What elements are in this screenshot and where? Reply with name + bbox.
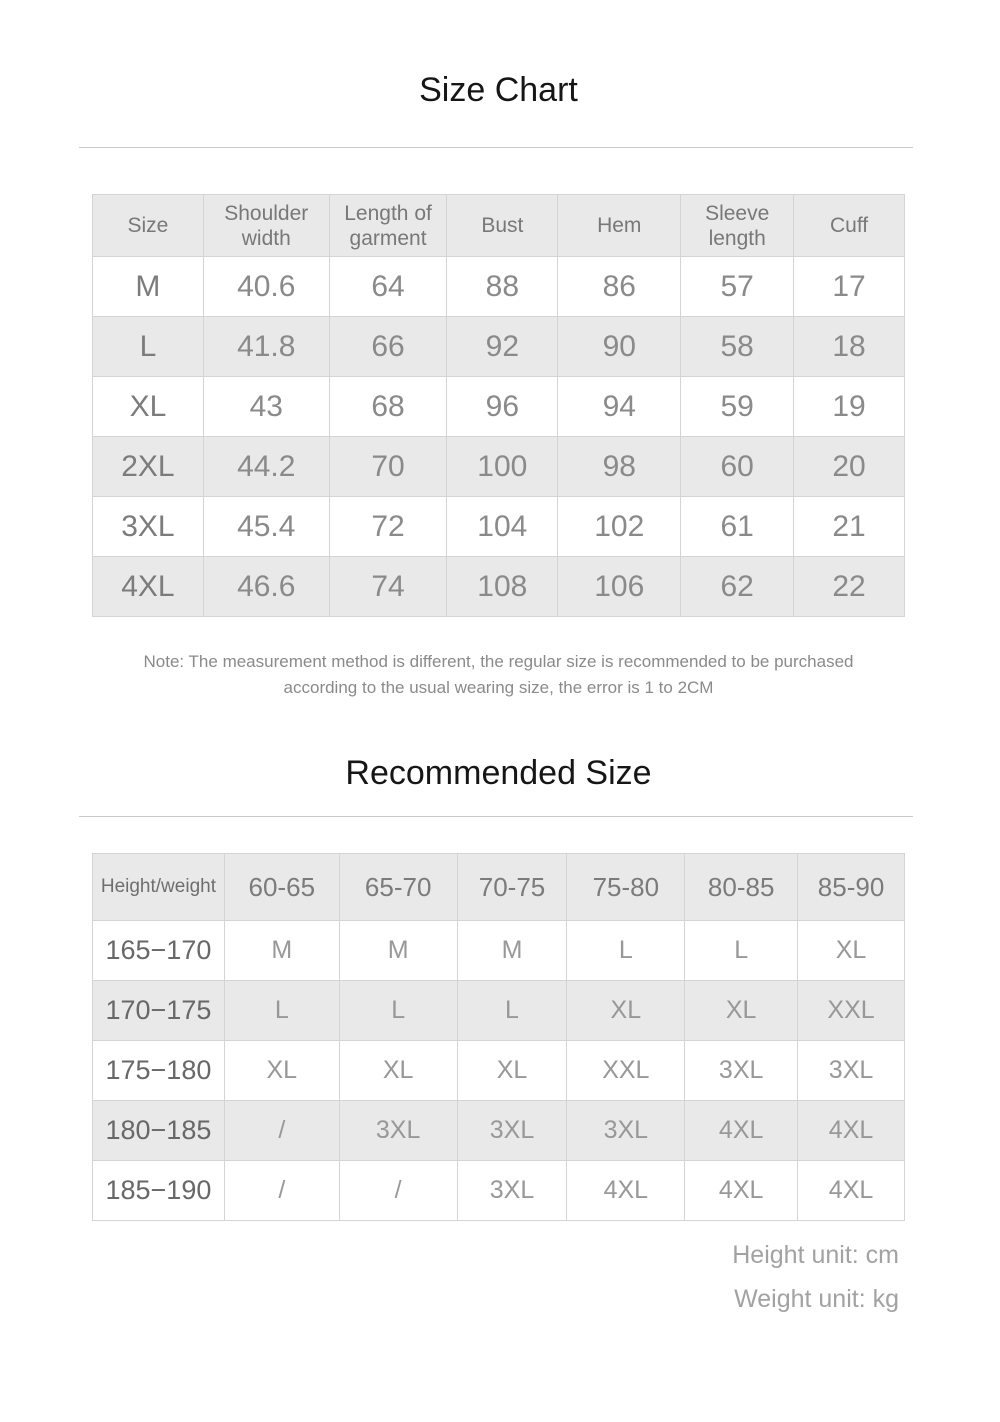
value-cell: 43 (203, 377, 329, 437)
column-header: 75-80 (567, 854, 685, 921)
table-row (93, 921, 905, 981)
value-cell: L (457, 981, 567, 1041)
table-row (93, 497, 905, 557)
note-line: according to the usual wearing size, the error is 1 to 2CM (283, 678, 714, 697)
column-header: Shoulder width (203, 195, 329, 257)
value-cell: XL (224, 1041, 339, 1101)
table-row (93, 317, 905, 377)
value-cell: 59 (681, 377, 794, 437)
value-cell: 57 (681, 257, 794, 317)
value-cell: 94 (558, 377, 681, 437)
recommended-size-table (92, 853, 905, 1221)
value-cell: XL (567, 981, 685, 1041)
column-header: 70-75 (457, 854, 567, 921)
value-cell: 3XL (339, 1101, 457, 1161)
value-cell: 108 (447, 557, 558, 617)
table-row (93, 981, 905, 1041)
column-header: Bust (447, 195, 558, 257)
value-cell: M (339, 921, 457, 981)
value-cell: 102 (558, 497, 681, 557)
size-chart-table (92, 194, 905, 617)
value-cell: 40.6 (203, 257, 329, 317)
row-label-cell: 4XL (93, 557, 204, 617)
value-cell: XXL (567, 1041, 685, 1101)
value-cell: 3XL (567, 1101, 685, 1161)
value-cell: 90 (558, 317, 681, 377)
value-cell: 4XL (798, 1101, 905, 1161)
value-cell: 66 (329, 317, 447, 377)
table-row (93, 1101, 905, 1161)
value-cell: 4XL (685, 1101, 798, 1161)
value-cell: 19 (794, 377, 905, 437)
page-content (92, 70, 905, 1321)
table-row (93, 1041, 905, 1101)
value-cell: 41.8 (203, 317, 329, 377)
value-cell: 86 (558, 257, 681, 317)
header-row (93, 854, 905, 921)
value-cell: 61 (681, 497, 794, 557)
column-header: Height/weight (93, 854, 225, 921)
size-chart-title: Size Chart (419, 71, 578, 109)
row-label-cell: XL (93, 377, 204, 437)
value-cell: M (224, 921, 339, 981)
row-label-cell: L (93, 317, 204, 377)
value-cell: 18 (794, 317, 905, 377)
column-header: 60-65 (224, 854, 339, 921)
value-cell: / (224, 1101, 339, 1161)
value-cell: 3XL (457, 1101, 567, 1161)
column-header: Sleeve length (681, 195, 794, 257)
table-row (93, 1161, 905, 1221)
divider (79, 816, 913, 817)
value-cell: 96 (447, 377, 558, 437)
column-header: Hem (558, 195, 681, 257)
value-cell: / (224, 1161, 339, 1221)
value-cell: 70 (329, 437, 447, 497)
value-cell: L (685, 921, 798, 981)
value-cell: 17 (794, 257, 905, 317)
column-header: 85-90 (798, 854, 905, 921)
value-cell: 3XL (685, 1041, 798, 1101)
value-cell: 104 (447, 497, 558, 557)
table-row (93, 377, 905, 437)
value-cell: L (339, 981, 457, 1041)
value-cell: 106 (558, 557, 681, 617)
value-cell: XL (685, 981, 798, 1041)
value-cell: 64 (329, 257, 447, 317)
column-header: 80-85 (685, 854, 798, 921)
row-label-cell: 185−190 (93, 1161, 225, 1221)
column-header: Length of garment (329, 195, 447, 257)
value-cell: L (567, 921, 685, 981)
value-cell: XL (339, 1041, 457, 1101)
height-unit-label: Height unit: cm (732, 1241, 899, 1269)
value-cell: 100 (447, 437, 558, 497)
value-cell: 98 (558, 437, 681, 497)
value-cell: / (339, 1161, 457, 1221)
recommended-size-title: Recommended Size (345, 754, 652, 792)
value-cell: 92 (447, 317, 558, 377)
divider (79, 147, 913, 148)
table-row (93, 257, 905, 317)
column-header: 65-70 (339, 854, 457, 921)
row-label-cell: 175−180 (93, 1041, 225, 1101)
value-cell: 3XL (457, 1161, 567, 1221)
value-cell: 72 (329, 497, 447, 557)
value-cell: 62 (681, 557, 794, 617)
value-cell: 3XL (798, 1041, 905, 1101)
value-cell: 88 (447, 257, 558, 317)
column-header: Size (93, 195, 204, 257)
row-label-cell: 170−175 (93, 981, 225, 1041)
value-cell: 44.2 (203, 437, 329, 497)
value-cell: 20 (794, 437, 905, 497)
value-cell: 58 (681, 317, 794, 377)
table-row (93, 437, 905, 497)
value-cell: 4XL (798, 1161, 905, 1221)
value-cell: 21 (794, 497, 905, 557)
value-cell: 74 (329, 557, 447, 617)
value-cell: 46.6 (203, 557, 329, 617)
header-row (93, 195, 905, 257)
value-cell: M (457, 921, 567, 981)
value-cell: XL (457, 1041, 567, 1101)
units-footer (92, 1233, 905, 1321)
value-cell: 4XL (685, 1161, 798, 1221)
note-line: Note: The measurement method is different, the regular size is recommended to be purchased (143, 652, 854, 671)
row-label-cell: M (93, 257, 204, 317)
value-cell: L (224, 981, 339, 1041)
value-cell: 4XL (567, 1161, 685, 1221)
row-label-cell: 180−185 (93, 1101, 225, 1161)
value-cell: 68 (329, 377, 447, 437)
column-header: Cuff (794, 195, 905, 257)
value-cell: XL (798, 921, 905, 981)
measurement-note (92, 649, 905, 701)
value-cell: 60 (681, 437, 794, 497)
row-label-cell: 3XL (93, 497, 204, 557)
value-cell: XXL (798, 981, 905, 1041)
row-label-cell: 165−170 (93, 921, 225, 981)
row-label-cell: 2XL (93, 437, 204, 497)
table-row (93, 557, 905, 617)
value-cell: 45.4 (203, 497, 329, 557)
weight-unit-label: Weight unit: kg (734, 1285, 899, 1313)
value-cell: 22 (794, 557, 905, 617)
